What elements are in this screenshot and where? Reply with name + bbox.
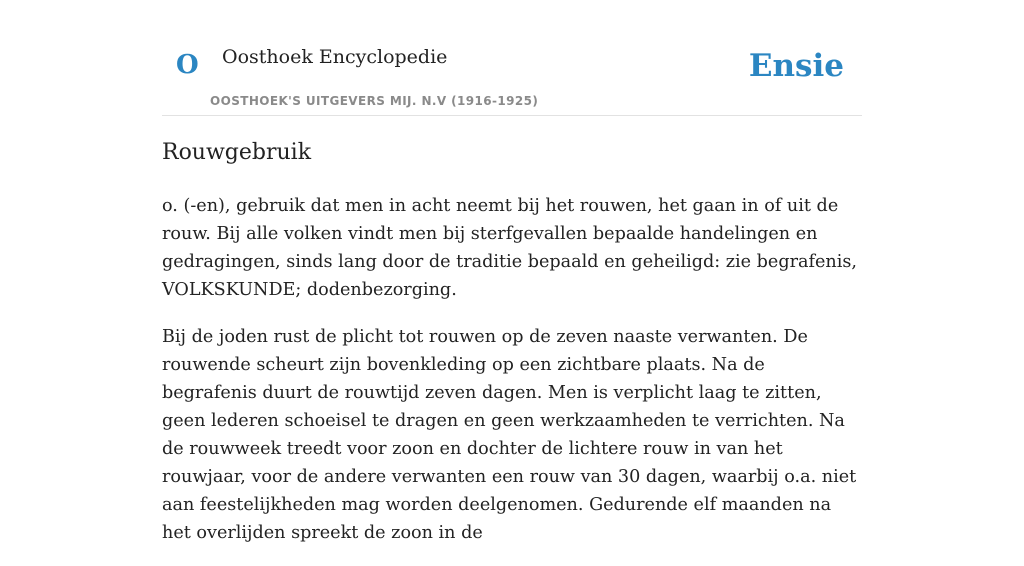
source-publisher-meta: OOSTHOEK'S UITGEVERS MIJ. N.V (1916-1925): [210, 94, 539, 108]
entry-body: [162, 192, 862, 566]
brand-logo-link[interactable]: Ensie: [748, 48, 844, 84]
page-container: [162, 0, 862, 543]
source-title[interactable]: Oosthoek Encyclopedie: [222, 46, 448, 68]
entry-paragraph: Bij de joden rust de plicht tot rouwen op de zeven naaste verwanten. De rouwende scheurt zijn bovenkleding op een zichtbare plaats. Na de begrafenis duurt de rouwtijd zeven dagen. Men is verplicht laag te zitten, geen lederen schoeisel te dragen en geen werkzaamheden te verrichten. Na de rouwweek treedt voor zoon en dochter de lichtere rouw in van het rouwjaar, voor de andere verwanten een rouw van 30 dagen, waarbij o.a. niet aan feestelijkheden mag worden deelgenomen. Gedurende elf maanden na het overlijden spreekt de zoon in de: [162, 327, 857, 543]
source-header: [162, 0, 862, 116]
entry-paragraph: o. (-en), gebruik dat men in acht neemt bij het rouwen, het gaan in of uit de rouw. Bij alle volken vindt men bij sterfgevallen bepaalde handelingen en gedragingen, sinds lang door de traditie bepaald en geheiligd: zie begrafenis, VOLKSKUNDE; dodenbezorging.: [162, 196, 858, 300]
source-logo-icon[interactable]: O: [176, 50, 199, 80]
entry-title: Rouwgebruik: [162, 140, 312, 165]
